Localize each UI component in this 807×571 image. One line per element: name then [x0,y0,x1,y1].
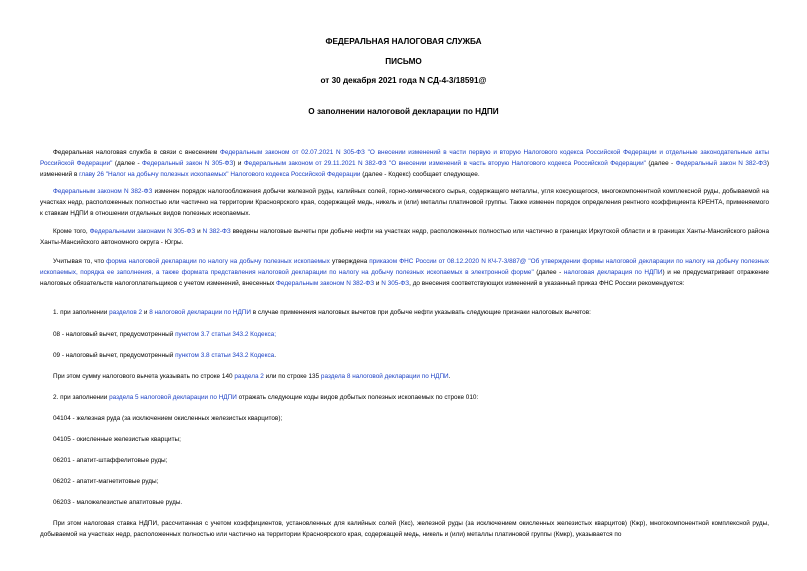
text: ) изменений в [40,160,769,178]
text: Учитывая то, что [53,258,107,265]
tax-code-chapter-26-link[interactable]: главу 26 "Налог на добычу полезных ископаемых" Налогового кодекса Российской Федерации [79,171,361,178]
code-item: 06203 - маложелезистые апатитовые руды. [53,499,183,506]
code-item: 06202 - апатит-магнетитовые руды; [53,478,159,485]
text: . [274,352,277,359]
list-item-09 [53,350,769,361]
list-item-2 [53,392,769,403]
document-date-number: от 30 декабря 2021 года N СД-4-3/18591@ [320,76,487,85]
declaration-form-link[interactable]: форма налоговой декларации по налогу на добычу полезных ископаемых [106,258,330,265]
paragraph-382-changes [40,186,769,219]
text: ) и не предусматривает отражение налоговых обязательств налогоплательщиков с учетом изменений, внесенных [40,269,769,287]
text: или по строке 135 [263,373,321,380]
list-item-1 [53,307,769,318]
law-link-305[interactable]: N 305-ФЗ [381,280,410,287]
text: Федеральная налоговая служба в связи с внесением [53,149,221,156]
document-type: ПИСЬМО [385,57,422,66]
paragraph-intro [40,147,769,180]
text: в случае применения налоговых вычетов при добыче нефти указывать следующие признаки налоговых вычетов: [250,309,591,316]
law-link-305[interactable]: Федеральным законом от 02.07.2021 N 305-ФЗ "О внесении изменений в части первую и вторую Налогового кодекса Российской Федерации и отдельные законодательные акты Российской Федерации" [40,149,769,167]
text: и [195,228,203,235]
fns-order-link[interactable]: приказом ФНС России от 08.12.2020 N КЧ-7-3/887@ "Об утверждении формы налоговой декларации по налогу на добычу полезных ископаемых, порядка ее заполнения, а также формата представления налоговой декларации по налогу на добычу полезных ископаемых в электронной форме" [40,258,769,276]
text: ) и [233,160,244,167]
list-item-sum [53,371,769,382]
article-343-2-3-8-link[interactable]: пунктом 3.8 статьи 343.2 Кодекса [175,352,275,359]
article-343-2-3-7-link[interactable]: пунктом 3.7 статьи 343.2 Кодекса; [175,331,276,338]
text: 2. при заполнении [53,394,110,401]
text: отражать следующие коды видов добытых полезных ископаемых по строке 010: [236,394,479,401]
text: изменен порядок налогообложения добычи железной руды, калийных солей, горно-химического сырья, содержащего металлы, угля коксующегося, многокомпонентной комплексной руды, добываемой на участках недр, расположенных полностью или частично на территории Красноярского края, содержащей медь, никель и (или) металлы платиновой группы. Также изменен порядок определения рентного коэффициента КРЕНТА, применяемого к ставкам НДПИ в отношении отдельных видов полезных ископаемых. [40,188,769,217]
text: , до внесения соответствующих изменений в указанный приказ ФНС России рекомендуется: [409,280,685,287]
list-item-08 [53,329,769,340]
law-link-382[interactable]: Федеральным законом N 382-ФЗ [53,188,153,195]
code-item: 04104 - железная руда (за исключением окисленных железистых кварцитов); [53,415,283,422]
paragraph-tax-rate: При этом налоговая ставка НДПИ, рассчитанная с учетом коэффициентов, установленных для калийных солей (Ккс), железной руды (за исключением окисленных железистых кварцитов) (Кжр), многокомпонентной комплексной руды, добываемой на участках недр, расположенных полностью или частично на территории Красноярского края, содержащей медь, никель и (или) металлы платиновой группы (Кмкр), указывается по [40,520,769,538]
law-link-382[interactable]: Федеральным законом от 29.11.2021 N 382-ФЗ "О внесении изменений в часть вторую Налогового кодекса Российской Федерации" [243,160,646,167]
text: и [374,280,382,287]
text: утверждена [329,258,370,265]
code-item: 04105 - окисленные железистые кварциты; [53,436,181,443]
text: введены налоговые вычеты при добыче нефти на участках недр, расположенных полностью или частично в границах Иркутской области и в границах Ханты-Мансийского района Ханты-Мансийского автономного округа - Югры. [40,228,770,246]
text: (далее - Кодекс) сообщает следующее. [360,171,480,178]
text: Кроме того, [53,228,90,235]
section-2-link[interactable]: раздела 2 [234,373,264,380]
code-item: 06201 - апатит-штаффелитовые руды; [53,457,168,464]
paragraph-deductions [40,226,769,248]
text: (далее - [645,160,676,167]
paragraph-form-order [40,256,769,289]
ndpi-declaration-link[interactable]: налоговая декларация по НДПИ [563,269,663,276]
text: . [448,373,451,380]
text: 1. при заполнении [53,309,110,316]
text: 08 - налоговый вычет, предусмотренный [53,331,176,338]
section-5-link[interactable]: раздела 5 налоговой декларации по НДПИ [109,394,237,401]
text: (далее - [112,160,143,167]
law-link-305-short[interactable]: Федеральный закон N 305-ФЗ [142,160,234,167]
law-link-382[interactable]: N 382-ФЗ [202,228,231,235]
law-link-382-short[interactable]: Федеральный закон N 382-ФЗ [675,160,767,167]
section-8-link[interactable]: 8 налоговой декларации по НДПИ [149,309,251,316]
text: При этом сумму налогового вычета указывать по строке 140 [53,373,235,380]
document-subject: О заполнении налоговой декларации по НДПИ [308,107,499,116]
organization-title: ФЕДЕРАЛЬНАЯ НАЛОГОВАЯ СЛУЖБА [325,37,482,46]
law-link-382[interactable]: Федеральным законом N 382-ФЗ [276,280,375,287]
text: и [142,309,150,316]
law-link-305[interactable]: Федеральными законами N 305-ФЗ [89,228,196,235]
text: 09 - налоговый вычет, предусмотренный [53,352,176,359]
text: (далее - [533,269,564,276]
section-8-link[interactable]: раздела 8 налоговой декларации по НДПИ [320,373,449,380]
section-2-link[interactable]: разделов 2 [109,309,143,316]
